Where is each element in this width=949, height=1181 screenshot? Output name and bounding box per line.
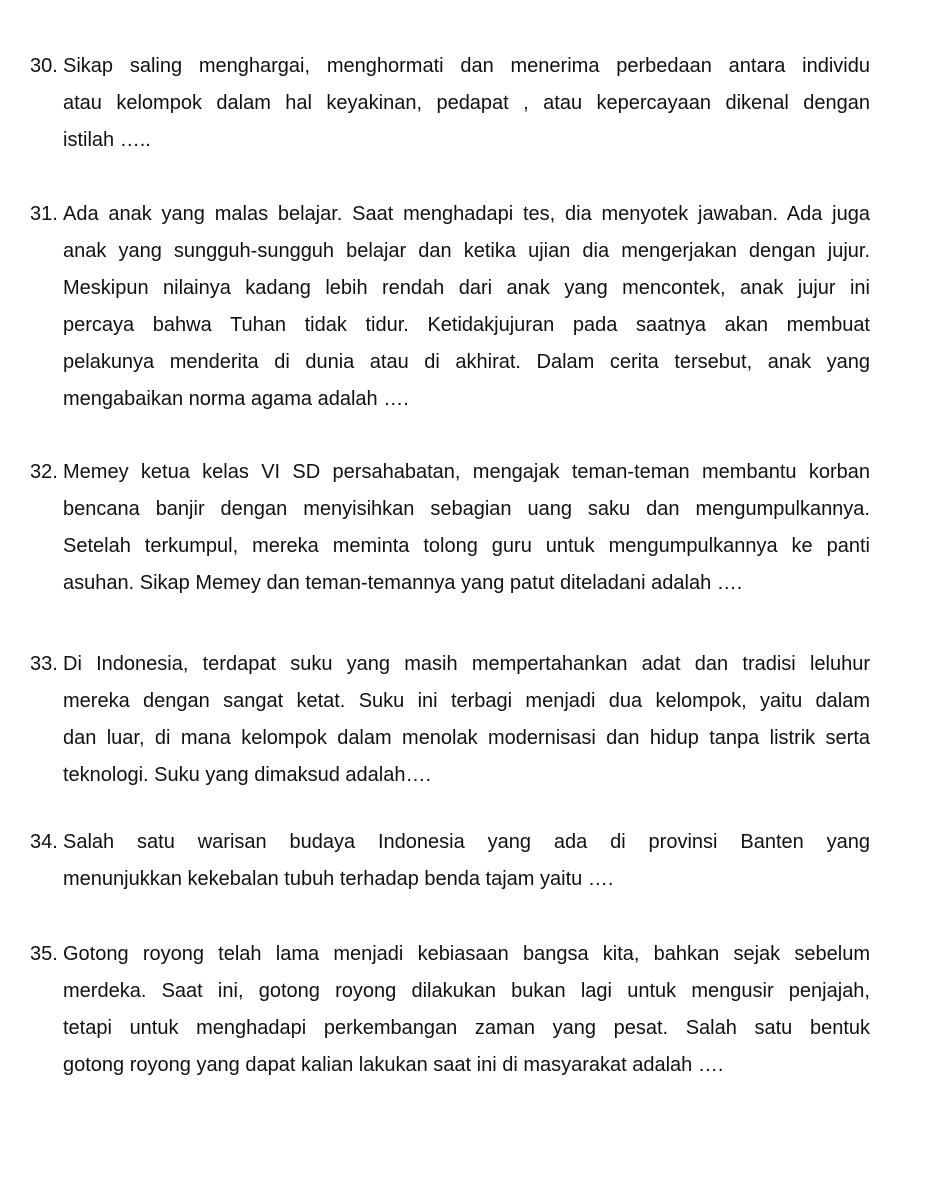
question-number: 30. — [30, 55, 58, 77]
question-32 — [30, 454, 870, 602]
question-text-line: teknologi. Suku yang dimaksud adalah…. — [63, 764, 432, 786]
question-text-line: Meskipun nilainya kadang lebih rendah dari anak yang mencontek, anak jujur ini — [63, 277, 870, 299]
question-text-line: pelakunya menderita di dunia atau di akhirat. Dalam cerita tersebut, anak yang — [63, 351, 870, 373]
question-35 — [30, 936, 870, 1084]
question-text-line: dan luar, di mana kelompok dalam menolak modernisasi dan hidup tanpa listrik serta — [63, 727, 870, 749]
question-text-line: mereka dengan sangat ketat. Suku ini terbagi menjadi dua kelompok, yaitu dalam — [63, 690, 870, 712]
question-line — [30, 646, 870, 683]
question-line — [30, 48, 870, 85]
question-text-line: Sikap saling menghargai, menghormati dan menerima perbedaan antara individu — [63, 55, 870, 77]
question-text-line: bencana banjir dengan menyisihkan sebagian uang saku dan mengumpulkannya. — [63, 498, 870, 520]
question-text-line: asuhan. Sikap Memey dan teman-temannya yang patut diteladani adalah …. — [63, 572, 743, 594]
question-line — [30, 824, 870, 861]
question-line — [30, 196, 870, 233]
question-number: 31. — [30, 203, 58, 225]
question-text-line: mengabaikan norma agama adalah …. — [63, 388, 409, 410]
question-30 — [30, 48, 870, 159]
question-text-line: istilah ….. — [63, 129, 151, 151]
question-text-line: Di Indonesia, terdapat suku yang masih mempertahankan adat dan tradisi leluhur — [63, 653, 870, 675]
question-line — [30, 454, 870, 491]
question-text-line: gotong royong yang dapat kalian lakukan saat ini di masyarakat adalah …. — [63, 1054, 724, 1076]
question-text-line: anak yang sungguh-sungguh belajar dan ketika ujian dia mengerjakan dengan jujur. — [63, 240, 870, 262]
question-31 — [30, 196, 870, 418]
question-text-line: Setelah terkumpul, mereka meminta tolong guru untuk mengumpulkannya ke panti — [63, 535, 870, 557]
question-34 — [30, 824, 870, 898]
question-number: 35. — [30, 943, 58, 965]
question-number: 33. — [30, 653, 58, 675]
question-text-line: percaya bahwa Tuhan tidak tidur. Ketidakjujuran pada saatnya akan membuat — [63, 314, 870, 336]
question-text-line: atau kelompok dalam hal keyakinan, pedapat , atau kepercayaan dikenal dengan — [63, 92, 870, 114]
question-number: 32. — [30, 461, 58, 483]
question-text-line: menunjukkan kekebalan tubuh terhadap benda tajam yaitu …. — [63, 868, 614, 890]
question-text-line: Memey ketua kelas VI SD persahabatan, mengajak teman-teman membantu korban — [63, 461, 870, 483]
question-line — [30, 936, 870, 973]
question-text-line: Salah satu warisan budaya Indonesia yang ada di provinsi Banten yang — [63, 831, 870, 853]
question-text-line: tetapi untuk menghadapi perkembangan zaman yang pesat. Salah satu bentuk — [63, 1017, 870, 1039]
question-number: 34. — [30, 831, 58, 853]
question-33 — [30, 646, 870, 794]
question-text-line: merdeka. Saat ini, gotong royong dilakukan bukan lagi untuk mengusir penjajah, — [63, 980, 870, 1002]
question-text-line: Gotong royong telah lama menjadi kebiasaan bangsa kita, bahkan sejak sebelum — [63, 943, 870, 965]
question-text-line: Ada anak yang malas belajar. Saat menghadapi tes, dia menyotek jawaban. Ada juga — [63, 203, 870, 225]
